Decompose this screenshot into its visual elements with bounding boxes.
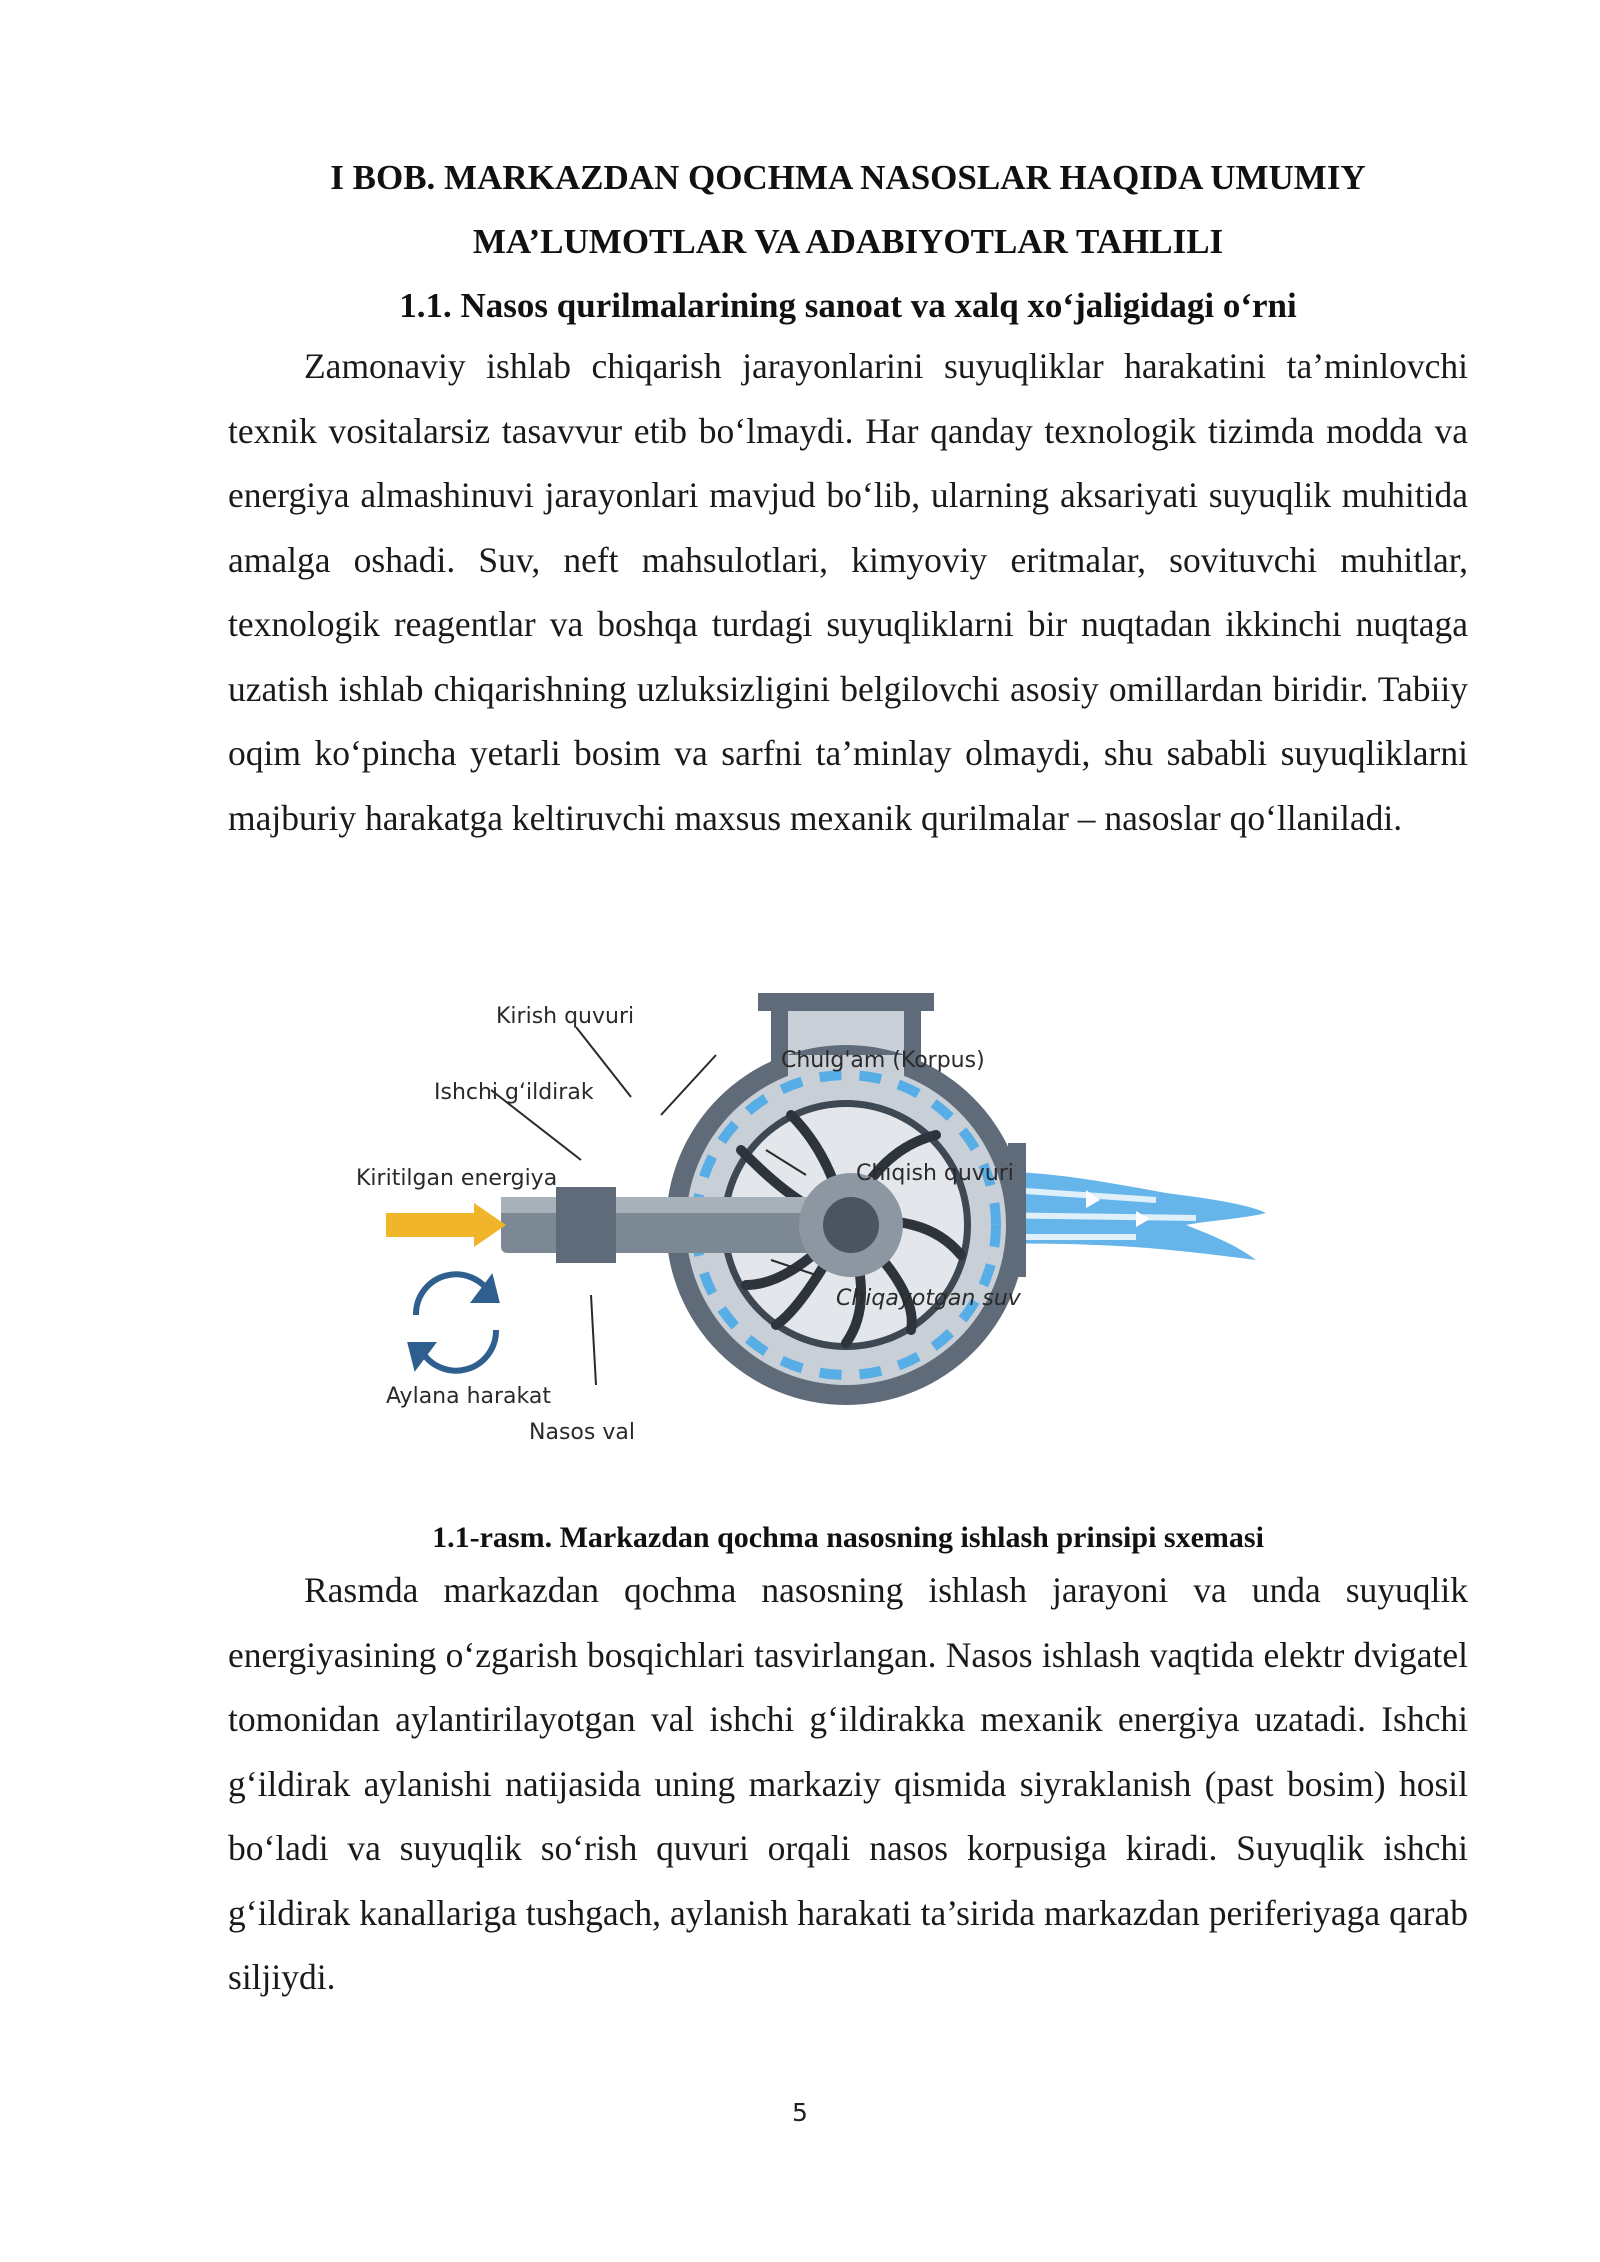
chapter-title-line-1: I BOB. MARKAZDAN QOCHMA NASOSLAR HAQIDA UMUMIY — [330, 158, 1366, 197]
page-number: 5 — [792, 2098, 808, 2127]
rotation-icon — [411, 1274, 496, 1370]
paragraph-intro: Zamonaviy ishlab chiqarish jarayonlarini suyuqliklar harakatini ta’minlovchi texnik vositalarsiz tasavvur etib bo‘lmaydi. Har qanday texnologik tizimda modda va energiya almashinuvi jarayonlari mavjud bo‘lib, ularning aksariyati suyuqlik muhitida amalga oshadi. Suv, neft mahsulotlari, kimyoviy eritmalar, sovituvchi muhitlar, texnologik reagentlar va boshqa turdagi suyuqliklarni bir nuqtadan ikkinchi nuqtaga uzatish ishlab chiqarishning uzluksizligini belgilovchi asosiy omillardan biridir. Tabiiy oqim ko‘pincha yetarli bosim va sarfni ta’minlay olmaydi, shu sababli suyuqliklarni majburiy harakatga keltiruvchi maxsus mexanik qurilmalar – nasoslar qo‘llaniladi. — [228, 346, 1468, 838]
chapter-title-line-2: MA’LUMOTLAR VA ADABIYOTLAR TAHLILI — [472, 222, 1224, 261]
pump-diagram — [356, 975, 1296, 1445]
section-title: 1.1. Nasos qurilmalarining sanoat va xalq xo‘jaligidagi o‘rni — [399, 286, 1297, 325]
label-casing: Chulg'am (Korpus) — [781, 1048, 985, 1073]
paragraph-explanation: Rasmda markazdan qochma nasosning ishlash jarayoni va unda suyuqlik energiyasining o‘zgarish bosqichlari tasvirlangan. Nasos ishlash vaqtida elektr dvigatel tomonidan aylantirilayotgan val ishchi g‘ildirakka mexanik energiya uzatadi. Ishchi g‘ildirak aylanishi natijasida uning markaziy qismida siyraklanish (past bosim) hosil bo‘ladi va suyuqlik so‘rish quvuri orqali nasos korpusiga kiradi. Suyuqlik ishchi g‘ildirak kanallariga tushgach, aylanish harakati ta’sirida markazdan periferiyaga qarab siljiydi. — [228, 1570, 1468, 1997]
energy-arrow — [386, 1203, 506, 1247]
label-inlet: Kirish quvuri — [496, 1004, 635, 1029]
label-water-out: Chiqayotgan suv — [836, 1286, 1021, 1311]
label-rotation: Aylana harakat — [386, 1384, 551, 1409]
figure-caption: 1.1-rasm. Markazdan qochma nasosning ishlash prinsipi sxemasi — [432, 1521, 1264, 1554]
label-energy: Kiritilgan energiya — [356, 1166, 558, 1191]
label-shaft: Nasos val — [529, 1420, 635, 1445]
label-outlet: Chiqish quvuri — [856, 1161, 1014, 1186]
pump-diagram-svg — [356, 975, 1296, 1445]
label-impeller: Ishchi g‘ildirak — [434, 1080, 594, 1105]
